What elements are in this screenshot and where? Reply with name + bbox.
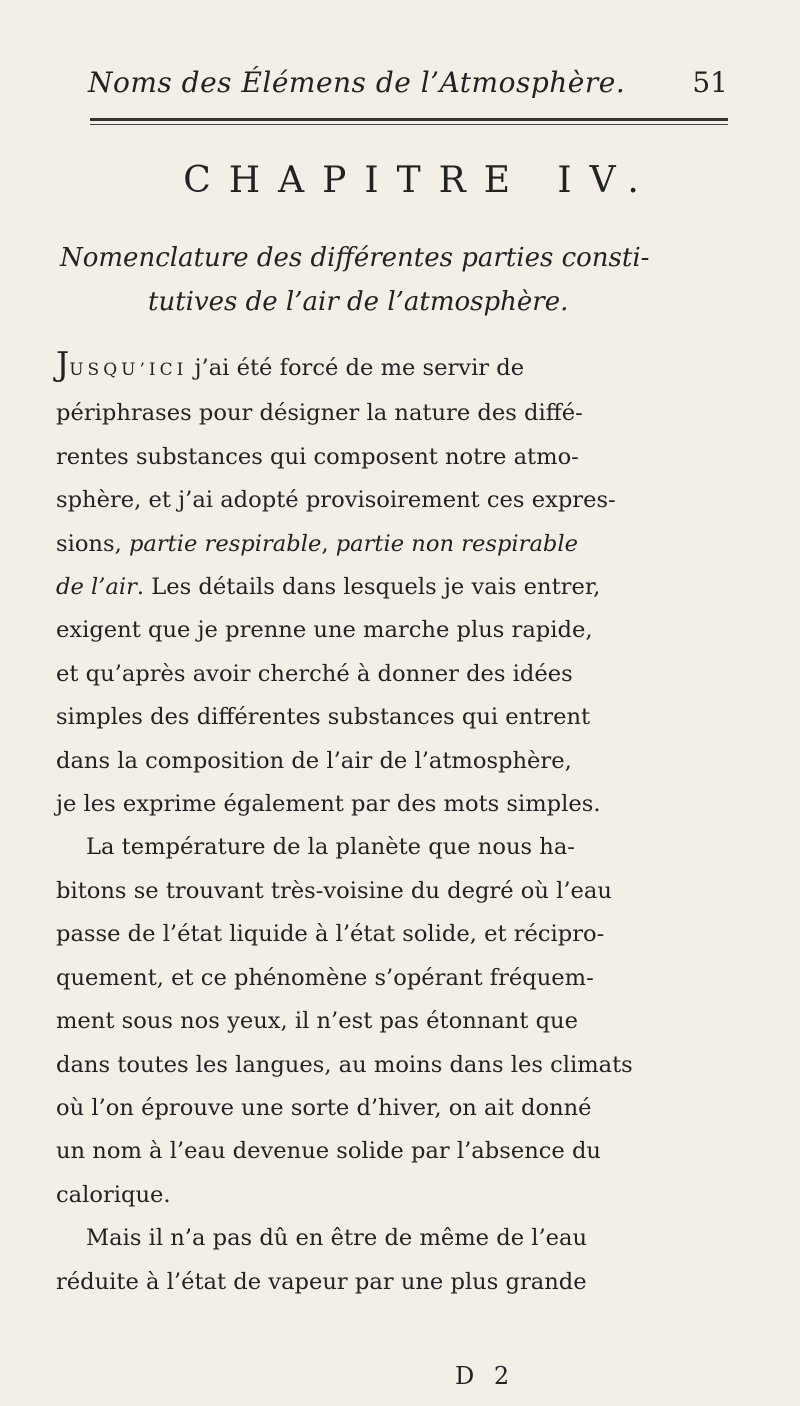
text-line: ment sous nos yeux, il n’est pas étonnant que	[56, 1008, 578, 1035]
text-line	[56, 342, 756, 392]
header-rule-thick	[90, 118, 728, 121]
italic-term: de l’air	[56, 574, 137, 601]
text-line: sphère, et j’ai adopté provisoirement ces expres-	[56, 487, 616, 514]
text-line: Mais il n’a pas dû en être de même de l’eau	[86, 1225, 588, 1252]
header-rule-thin	[90, 124, 728, 125]
body-text	[56, 342, 756, 1304]
text-line: simples des différentes substances qui entrent	[56, 704, 591, 731]
text-line: calorique.	[56, 1181, 171, 1208]
running-title: Noms des Élémens de l’Atmosphère.	[88, 66, 626, 99]
text-line: je les exprime également par des mots simples.	[56, 791, 601, 818]
text-line	[56, 523, 756, 566]
chapter-subtitle	[60, 236, 740, 324]
text-line: où l’on éprouve une sorte d’hiver, on ait donné	[56, 1094, 592, 1121]
subtitle-line: tutives de l’air de l’atmosphère.	[148, 287, 569, 317]
text-line: exigent que je prenne une marche plus rapide,	[56, 617, 593, 644]
text-span: j’ai été forcé de me servir de	[187, 355, 525, 381]
text-span: ,	[321, 530, 336, 557]
page-number: 51	[692, 66, 728, 99]
text-line: dans toutes les langues, au moins dans les climats	[56, 1051, 633, 1078]
italic-term: partie respirable	[128, 530, 322, 557]
text-line: passe de l’état liquide à l’état solide, et récipro-	[56, 921, 605, 948]
text-line: périphrases pour désigner la nature des diffé-	[56, 400, 583, 427]
text-line: réduite à l’état de vapeur par une plus grande	[56, 1268, 587, 1295]
text-line: et qu’après avoir cherché à donner des idées	[56, 660, 573, 687]
drop-cap: J	[56, 344, 70, 383]
text-line: quement, et ce phénomène s’opérant fréquem-	[56, 964, 594, 991]
text-line: bitons se trouvant très-voisine du degré où l’eau	[56, 877, 612, 904]
text-span: . Les détails dans lesquels je vais entrer,	[136, 574, 601, 601]
subtitle-line: Nomenclature des différentes parties consti-	[60, 243, 650, 273]
text-line: dans la composition de l’air de l’atmosphère,	[56, 747, 572, 774]
text-line: rentes substances qui composent notre atmo-	[56, 443, 579, 470]
text-line	[56, 566, 756, 609]
signature-mark: D 2	[455, 1362, 516, 1390]
italic-term: partie non respirable	[335, 530, 578, 557]
chapter-title: CHAPITRE IV.	[183, 160, 657, 201]
running-head	[88, 66, 728, 108]
text-span: sions,	[56, 530, 129, 557]
small-caps-word: USQU’ICI	[69, 360, 188, 380]
text-line: La température de la planète que nous ha-	[86, 834, 575, 861]
text-line: un nom à l’eau devenue solide par l’absence du	[56, 1138, 601, 1165]
